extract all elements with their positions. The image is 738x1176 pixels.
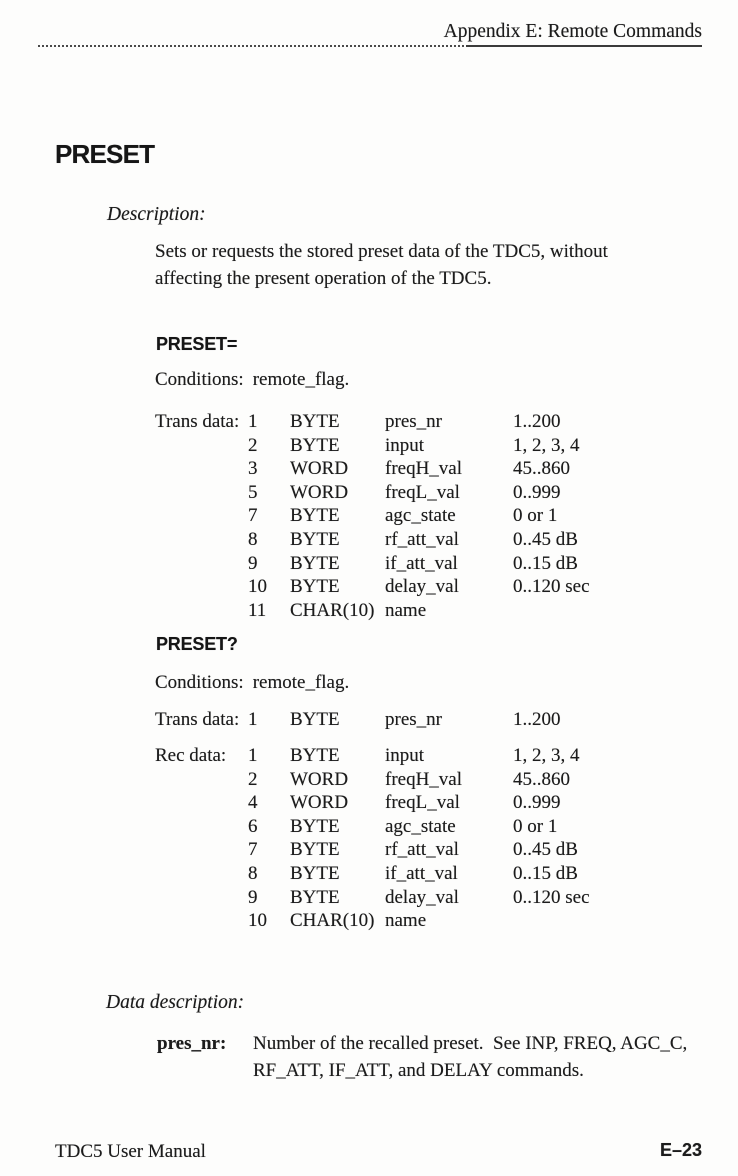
footer-page-number: E–23: [659, 1140, 702, 1160]
cell-type: BYTE: [290, 862, 340, 884]
table-row: [155, 504, 590, 528]
command-title: PRESET: [55, 139, 155, 169]
cell-name: pres_nr: [385, 411, 442, 432]
cell-range: 45..860: [513, 458, 570, 480]
cell-type: BYTE: [290, 839, 340, 861]
cell-type: BYTE: [290, 411, 340, 432]
table-row: [155, 838, 590, 862]
cell-range: 45..860: [513, 768, 570, 790]
table-row: [155, 599, 590, 623]
cell-type: WORD: [290, 792, 349, 814]
cell-range: 0..45 dB: [513, 839, 578, 861]
data-description-entry: [157, 1031, 705, 1084]
cell-name: agc_state: [385, 505, 456, 527]
table-row: [155, 815, 590, 839]
cell-name: delay_val: [385, 886, 459, 908]
cell-type: BYTE: [290, 886, 340, 908]
cell-num: 7: [248, 839, 258, 861]
cell-num: 7: [248, 505, 258, 527]
page-header-title: Appendix E: Remote Commands: [443, 21, 702, 42]
conditions-label: Conditions:: [155, 369, 244, 390]
cell-name: name: [385, 599, 427, 621]
cell-range: 0 or 1: [513, 505, 558, 527]
cell-num: 10: [248, 576, 267, 598]
conditions-value: remote_flag.: [252, 672, 350, 693]
cell-num: 9: [248, 552, 258, 574]
cell-type: BYTE: [290, 552, 340, 574]
cell-type: BYTE: [290, 434, 340, 456]
row-group-label: Trans data:: [155, 709, 240, 730]
cell-type: WORD: [290, 458, 349, 480]
preset-query-rec-table: [155, 744, 590, 933]
cell-range: 0..15 dB: [513, 862, 578, 884]
conditions-label: Conditions:: [155, 672, 244, 693]
table-row: [155, 768, 590, 792]
table-row: [155, 791, 590, 815]
cell-type: CHAR(10): [290, 910, 375, 932]
cell-name: freqH_val: [385, 768, 463, 790]
cell-range: 0..999: [513, 481, 561, 503]
cell-type: WORD: [290, 481, 349, 503]
cell-type: BYTE: [290, 576, 340, 598]
cell-type: WORD: [290, 768, 349, 790]
cell-num: 1: [248, 745, 258, 766]
preset-query-conditions: [155, 672, 349, 694]
cell-range: 1..200: [513, 411, 561, 432]
table-row: [155, 886, 590, 910]
conditions-value: remote_flag.: [252, 369, 350, 390]
cell-num: 1: [248, 709, 258, 730]
cell-num: 2: [248, 768, 258, 790]
preset-set-trans-table: [155, 410, 590, 622]
cell-range: 0..45 dB: [513, 528, 578, 550]
cell-type: CHAR(10): [290, 599, 375, 621]
description-text: Sets or requests the stored preset data of the TDC5, without affecting the present operation of the TDC5.: [155, 241, 608, 289]
cell-num: 5: [248, 481, 258, 503]
cell-name: rf_att_val: [385, 528, 459, 550]
table-row: [155, 410, 590, 434]
cell-range: 0..120 sec: [513, 576, 590, 598]
data-description-label: Data description:: [106, 992, 245, 1013]
cell-range: 0..15 dB: [513, 552, 578, 574]
cell-num: 4: [248, 792, 258, 814]
table-row: [155, 528, 590, 552]
table-row: [155, 909, 590, 933]
cell-num: 3: [248, 458, 258, 480]
table-row: [155, 744, 590, 768]
preset-set-conditions: [155, 369, 349, 391]
cell-num: 2: [248, 434, 258, 456]
cell-range: 0..999: [513, 792, 561, 814]
cell-num: 1: [248, 411, 258, 432]
row-group-label: Rec data:: [155, 745, 227, 766]
cell-name: freqH_val: [385, 458, 463, 480]
table-row: [155, 434, 590, 458]
table-row: [155, 708, 561, 732]
cell-name: agc_state: [385, 815, 456, 837]
cell-type: BYTE: [290, 709, 340, 730]
cell-name: if_att_val: [385, 862, 458, 884]
preset-query-heading: PRESET?: [156, 634, 238, 654]
row-group-label: Trans data:: [155, 411, 240, 432]
cell-type: BYTE: [290, 745, 340, 766]
description-label: Description:: [107, 204, 206, 225]
cell-type: BYTE: [290, 815, 340, 837]
cell-name: input: [385, 434, 425, 456]
cell-range: 1, 2, 3, 4: [513, 434, 580, 456]
cell-num: 6: [248, 815, 258, 837]
cell-num: 10: [248, 910, 267, 932]
cell-num: 8: [248, 528, 258, 550]
term-label: pres_nr:: [157, 1033, 227, 1054]
preset-set-heading: PRESET=: [156, 334, 238, 354]
header-rule-dotted: [38, 45, 468, 47]
cell-type: BYTE: [290, 505, 340, 527]
cell-range: 0 or 1: [513, 815, 558, 837]
cell-range: 1..200: [513, 709, 561, 730]
cell-type: BYTE: [290, 528, 340, 550]
table-row: [155, 481, 590, 505]
table-row: [155, 575, 590, 599]
cell-name: if_att_val: [385, 552, 458, 574]
table-row: [155, 552, 590, 576]
cell-name: name: [385, 910, 427, 932]
cell-name: freqL_val: [385, 481, 460, 503]
preset-query-trans-table: [155, 708, 561, 732]
cell-num: 8: [248, 862, 258, 884]
footer-manual-title: TDC5 User Manual: [55, 1141, 206, 1162]
cell-name: pres_nr: [385, 709, 442, 730]
cell-range: 1, 2, 3, 4: [513, 745, 580, 766]
cell-name: input: [385, 745, 425, 766]
cell-name: delay_val: [385, 576, 459, 598]
cell-num: 11: [248, 599, 267, 621]
table-row: [155, 457, 590, 481]
cell-name: rf_att_val: [385, 839, 459, 861]
table-row: [155, 862, 590, 886]
cell-name: freqL_val: [385, 792, 460, 814]
header-rule-solid: [466, 45, 702, 47]
cell-num: 9: [248, 886, 258, 908]
cell-range: 0..120 sec: [513, 886, 590, 908]
term-definition: Number of the recalled preset. See INP, FREQ, AGC_C, RF_ATT, IF_ATT, and DELAY commands.: [253, 1033, 693, 1081]
